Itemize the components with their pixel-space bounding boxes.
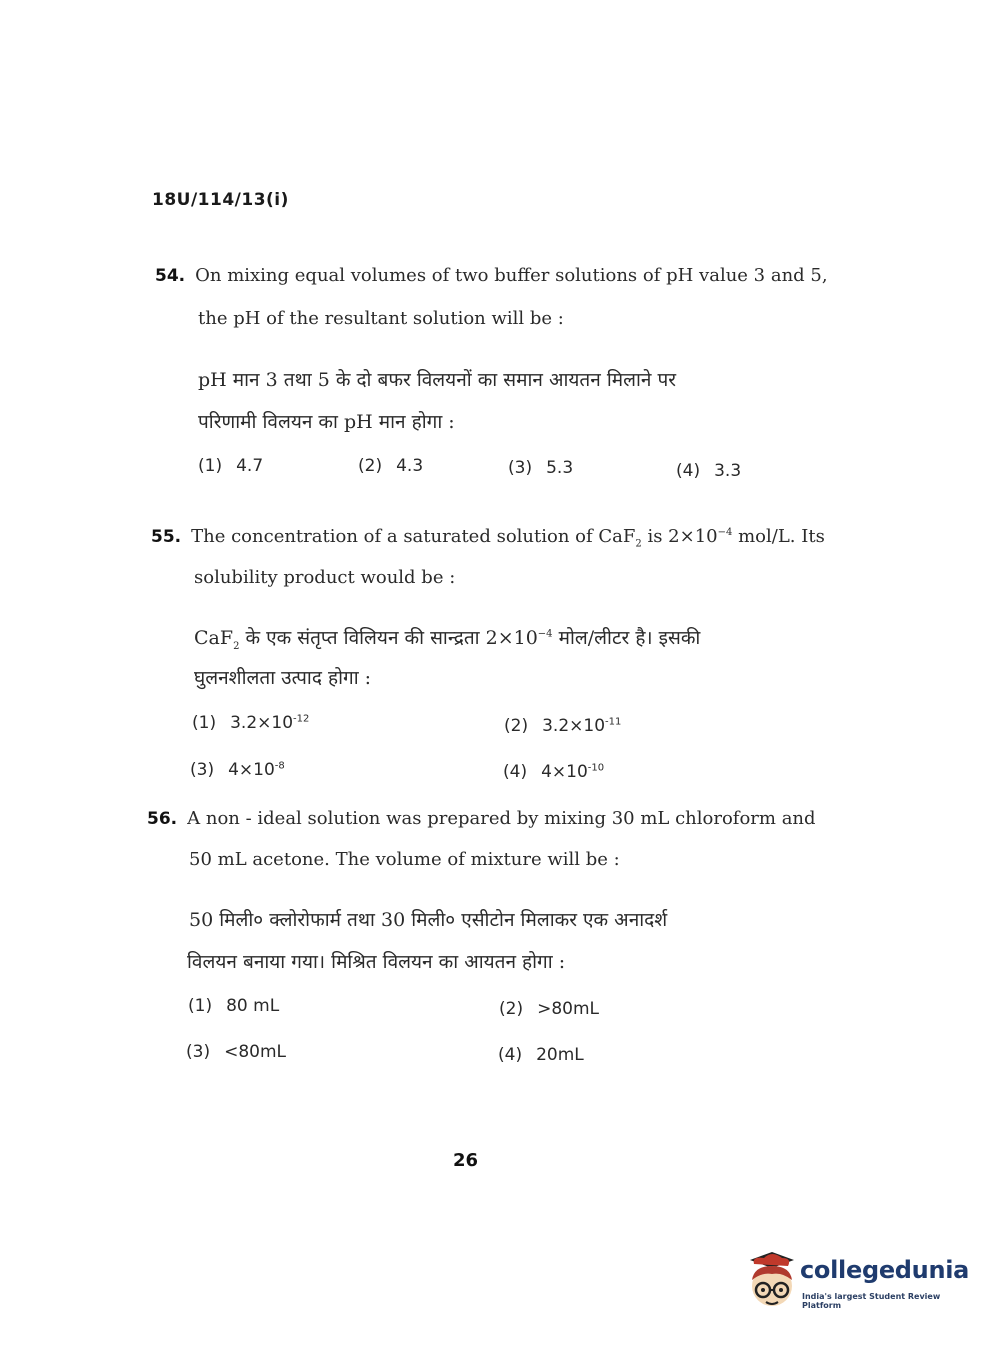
option-2: (2) $3.2\times 10^{-11}$ bbox=[504, 716, 622, 736]
question-54-hindi-line1: pH मान 3 तथा 5 के दो बफर विलयनों का समान आयतन मिलाने पर bbox=[198, 369, 677, 391]
question-55-english-line1: 55. The concentration of a saturated solution of CaF$_2$ is $2\times 10^{-4}$ mol/L. Its bbox=[151, 526, 825, 550]
question-55-hindi-line1: CaF$_2$ के एक संतृप्त विलियन की सान्द्रता $2\times 10^{-4}$ मोल/लीटर है। इसकी bbox=[194, 627, 701, 652]
option-1: (1) 4.7 bbox=[198, 456, 264, 476]
option-2: (2) >80mL bbox=[499, 999, 600, 1019]
page-number: 26 bbox=[453, 1150, 479, 1171]
question-number: 55. bbox=[151, 527, 182, 547]
question-56-hindi-line2: विलयन बनाया गया। मिश्रित विलयन का आयतन होगा : bbox=[187, 951, 566, 973]
option-4: (4) 20mL bbox=[498, 1045, 584, 1065]
question-54-hindi-line2: परिणामी विलयन का pH मान होगा : bbox=[198, 411, 455, 433]
option-1: (1) $3.2\times 10^{-12}$ bbox=[192, 713, 310, 733]
question-54-english-line1: 54. On mixing equal volumes of two buffer solutions of pH value 3 and 5, bbox=[155, 265, 828, 286]
question-number: 56. bbox=[147, 809, 178, 829]
paper-code: 18U/114/13(i) bbox=[152, 190, 289, 210]
collegedunia-logo bbox=[742, 1250, 970, 1314]
question-55-english-line2: solubility product would be : bbox=[194, 567, 456, 588]
question-56-english-line1: 56. A non - ideal solution was prepared by mixing 30 mL chloroform and bbox=[147, 808, 816, 829]
option-3: (3) <80mL bbox=[186, 1042, 287, 1062]
option-4: (4) $4\times 10^{-10}$ bbox=[503, 762, 605, 782]
logo-brand: collegedunia bbox=[800, 1256, 970, 1284]
option-3: (3) 5.3 bbox=[508, 458, 574, 478]
option-3: (3) $4\times 10^{-8}$ bbox=[190, 760, 285, 780]
question-55-hindi-line2: घुलनशीलता उत्पाद होगा : bbox=[194, 667, 372, 689]
mascot-icon bbox=[742, 1250, 802, 1314]
option-2: (2) 4.3 bbox=[358, 456, 424, 476]
logo-tagline: India's largest Student Review Platform bbox=[802, 1292, 941, 1310]
question-56-hindi-line1: 50 मिली० क्लोरोफार्म तथा 30 मिली० एसीटोन मिलाकर एक अनादर्श bbox=[189, 909, 668, 931]
option-4: (4) 3.3 bbox=[676, 461, 742, 481]
question-number: 54. bbox=[155, 266, 186, 286]
question-56-english-line2: 50 mL acetone. The volume of mixture will be : bbox=[189, 849, 620, 870]
option-1: (1) 80 mL bbox=[188, 996, 280, 1016]
question-54-english-line2: the pH of the resultant solution will be : bbox=[198, 308, 564, 329]
